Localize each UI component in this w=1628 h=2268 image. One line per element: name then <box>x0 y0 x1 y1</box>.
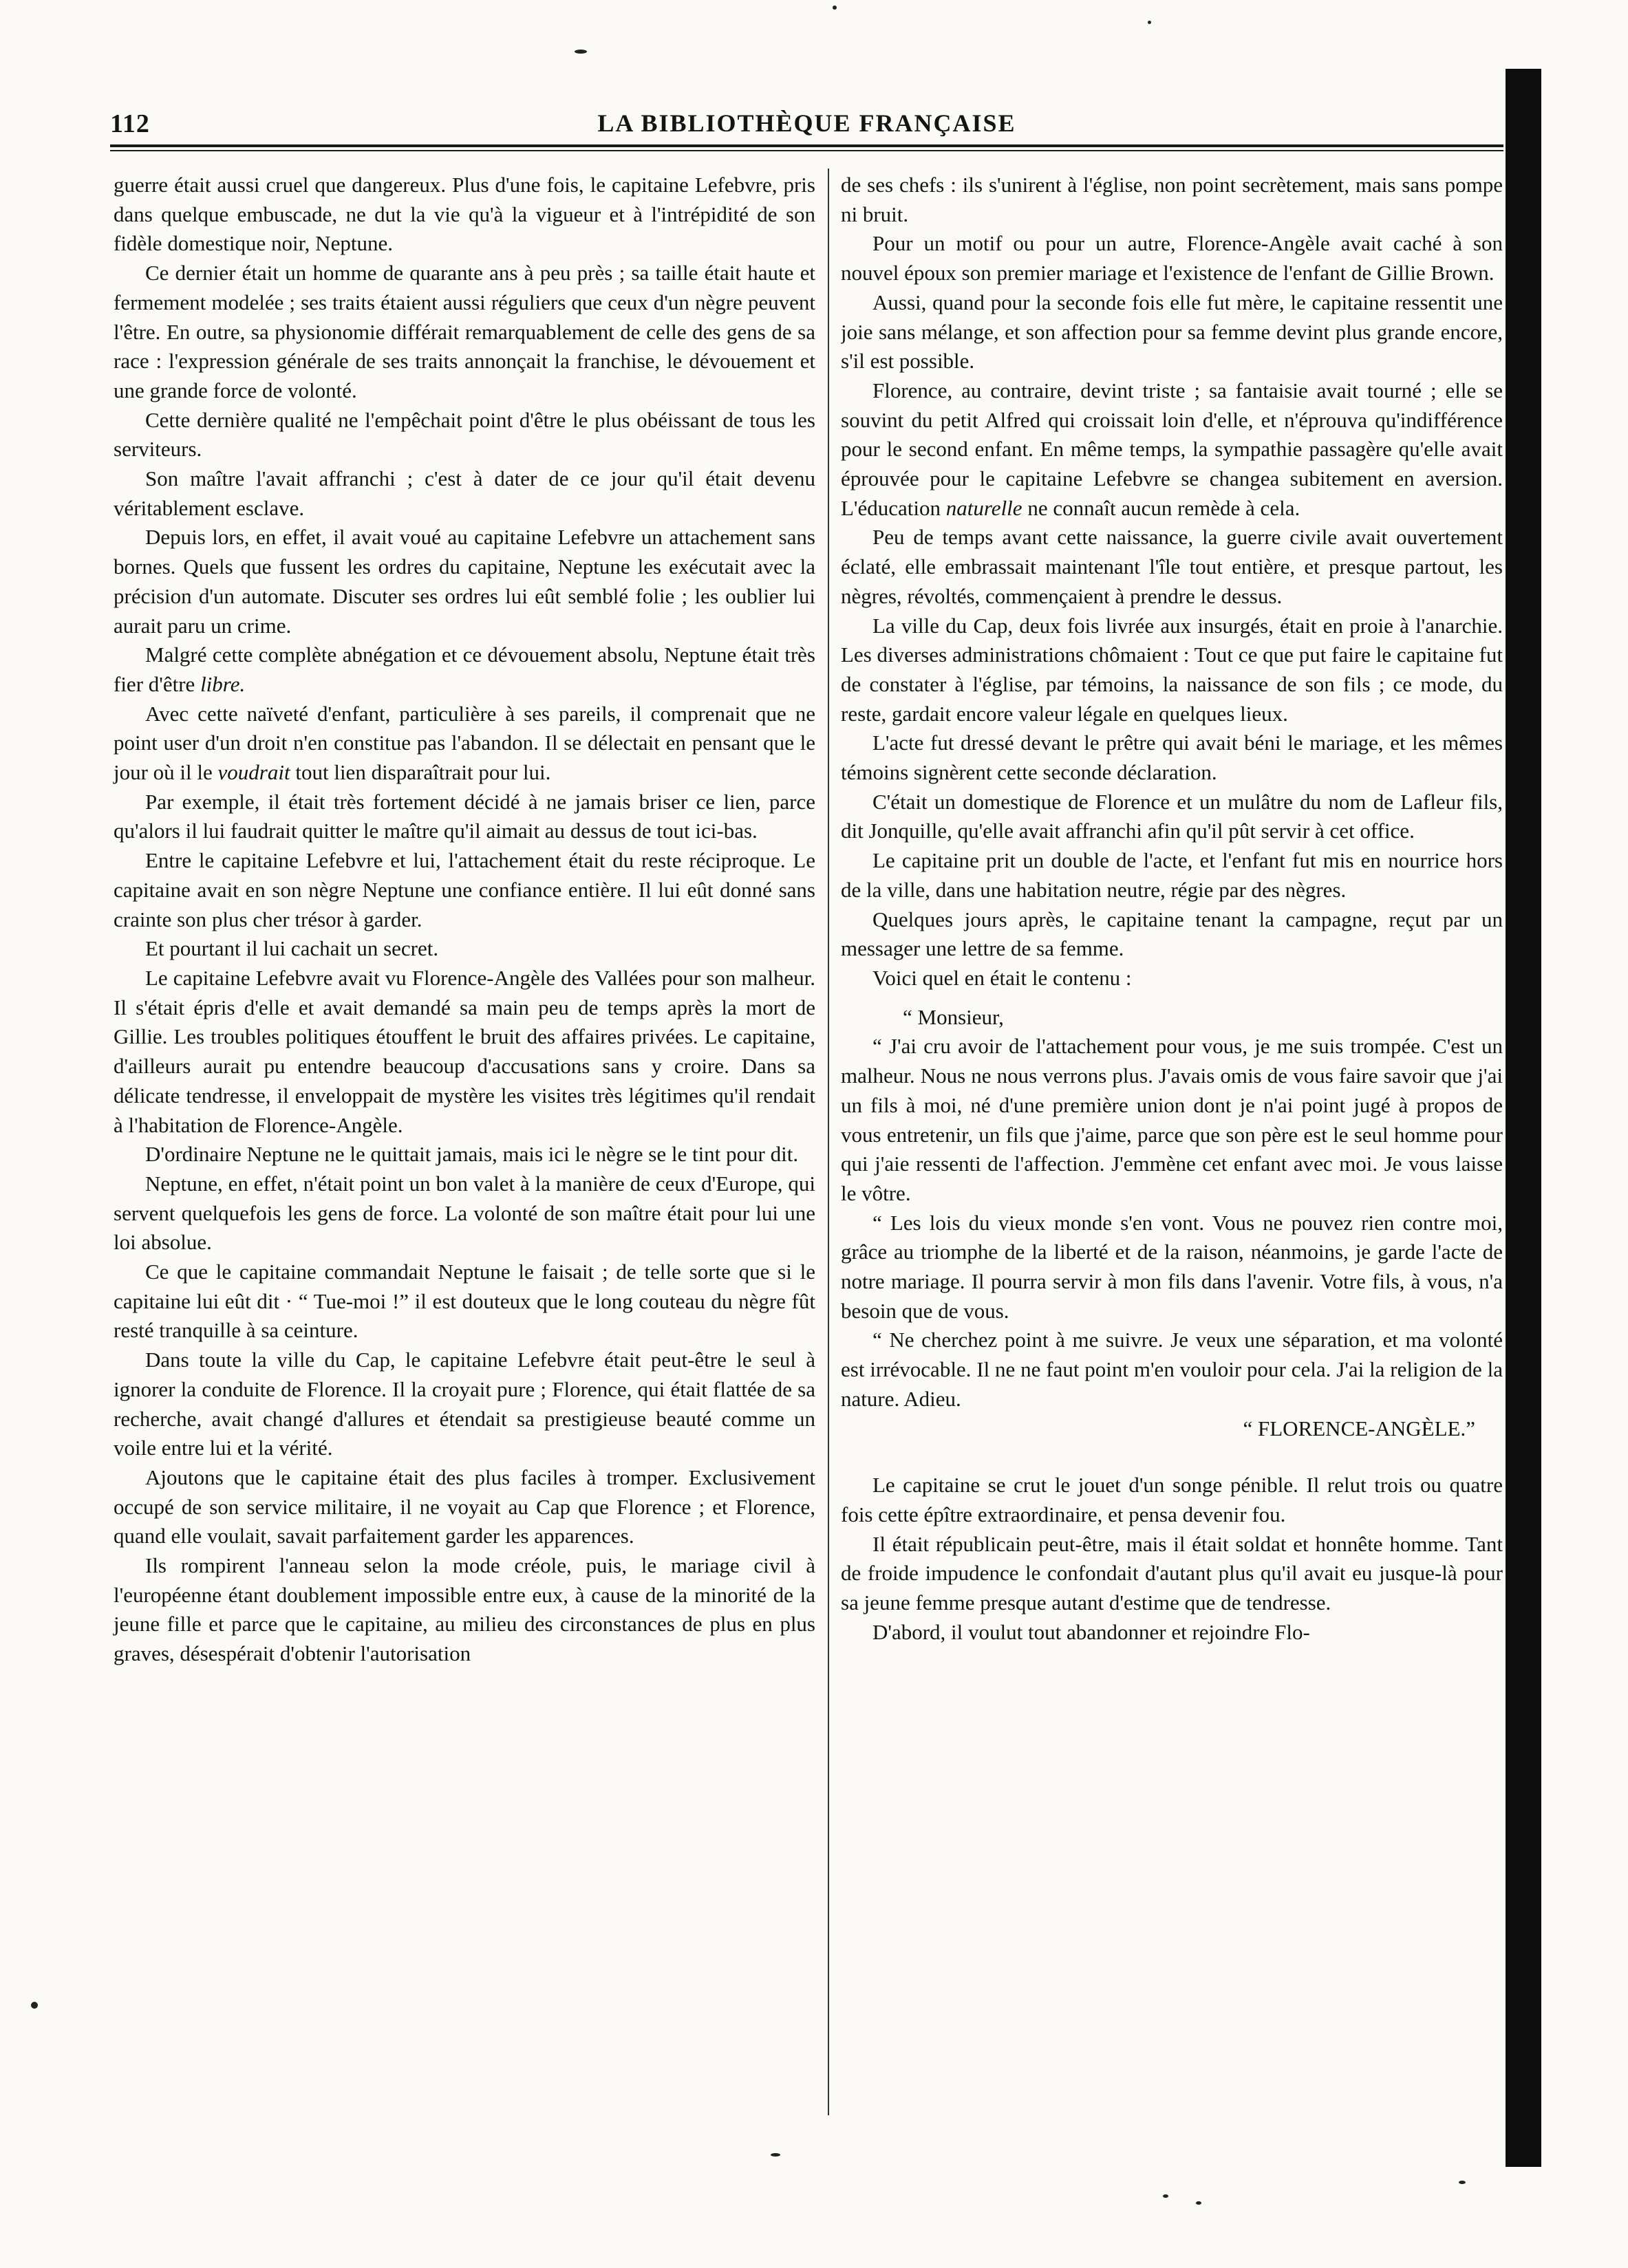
paragraph: Le capitaine prit un double de l'acte, et l'enfant fut mis en nourrice hors de la ville, dans une habitation neutre, régie par des nègres. <box>841 848 1503 902</box>
paragraph: D'ordinaire Neptune ne le quittait jamais, mais ici le nègre se le tint pour dit. <box>145 1142 799 1167</box>
paragraph: Ils rompirent l'anneau selon la mode créole, puis, le mariage civil à l'européenne étant doublement impossible entre eux, à cause de la minorité de la jeune fille et parce que le capitaine, au milieu des circonstances de plus en plus graves, désespérait d'obtenir l'autorisation <box>114 1553 815 1666</box>
paragraph: Et pourtant il lui cachait un secret. <box>145 936 439 961</box>
italic-emphasis: naturelle <box>945 495 1022 520</box>
scan-speck <box>833 6 837 10</box>
paragraph: Cette dernière qualité ne l'empêchait point d'être le plus obéissant de tous les serviteurs. <box>114 407 815 462</box>
right-column <box>841 171 1503 1647</box>
letter-salutation: “ Monsieur, <box>903 1004 1004 1029</box>
header-rule <box>110 144 1503 147</box>
letter-paragraph: “ Ne cherchez point à me suivre. Je veux une séparation, et ma volonté est irrévocable. Il ne ne faut point m'en vouloir pour cela. J'ai la religion de la nature. Adieu. <box>841 1328 1503 1411</box>
paragraph: L'acte fut dressé devant le prêtre qui avait béni le mariage, et les mêmes témoins signèrent cette seconde déclaration. <box>841 731 1503 785</box>
paragraph: Pour un motif ou pour un autre, Florence-Angèle avait caché à son nouvel époux son premier mariage et l'existence de l'enfant de Gillie Brown. <box>841 231 1503 285</box>
paragraph: Quelques jours après, le capitaine tenant la campagne, reçut par un messager une lettre de sa femme. <box>841 907 1503 961</box>
scan-speck <box>1148 21 1151 24</box>
paragraph: Depuis lors, en effet, il avait voué au capitaine Lefebvre un attachement sans bornes. Quels que fussent les ordres du capitaine, Neptune les exécutait avec la précision d'un automate. Discuter ses ordres lui eût semblé folie ; les oublier lui aurait paru un crime. <box>114 525 815 638</box>
paragraph: Son maître l'avait affranchi ; c'est à dater de ce jour qu'il était devenu véritablement esclave. <box>114 466 815 520</box>
column-divider <box>828 169 829 2115</box>
scan-speck <box>1196 2201 1201 2205</box>
paragraph: Avec cette naïveté d'enfant, particulière à ses pareils, il comprenait que ne point user d'un droit n'en constitue pas l'abandon. Il se délectait en pensant que le jour où il le voudrait tout lien disparaîtrait pour lui. <box>114 701 815 785</box>
paragraph: Le capitaine Lefebvre avait vu Florence-Angèle des Vallées pour son malheur. Il s'était épris d'elle et avait demandé sa main peu de temps après la mort de Gillie. Les troubles politiques étouffent le bruit des affaires privées. Le capitaine, d'ailleurs aurait pu entendre beaucoup d'accusations sans y croire. Dans sa délicate tendresse, il enveloppait de mystère les visites très légitimes qu'il rendait à l'habitation de Florence-Angèle. <box>114 965 815 1137</box>
letter-signature: “ FLORENCE-ANGÈLE.” <box>1243 1416 1475 1440</box>
scan-speck <box>575 50 587 54</box>
paragraph: guerre était aussi cruel que dangereux. Plus d'une fois, le capitaine Lefebvre, pris dans quelque embuscade, ne dut la vie qu'à la vigueur et à l'intrépidité de son fidèle domestique noir, Neptune. <box>114 173 815 256</box>
header-rule-thin <box>110 150 1503 151</box>
paragraph: Malgré cette complète abnégation et ce dévouement absolu, Neptune était très fier d'être libre. <box>114 642 815 696</box>
paragraph: Peu de temps avant cette naissance, la guerre civile avait ouvertement éclaté, elle embrassait maintenant l'île tout entière, et presque partout, les nègres, révoltés, commençaient à prendre le dessus. <box>841 525 1503 608</box>
paragraph: Neptune, en effet, n'était point un bon valet à la manière de ceux d'Europe, qui servent quelquefois les gens de force. La volonté de son maître était pour lui une loi absolue. <box>114 1171 815 1255</box>
running-title: LA BIBLIOTHÈQUE FRANÇAISE <box>597 109 1016 137</box>
page-number: 112 <box>110 109 150 138</box>
paragraph: C'était un domestique de Florence et un mulâtre du nom de Lafleur fils, dit Jonquille, qu'elle avait affranchi afin qu'il pût servir à cet office. <box>841 789 1503 843</box>
paragraph: Entre le capitaine Lefebvre et lui, l'attachement était du reste réciproque. Le capitaine avait en son nègre Neptune une confiance entière. Il lui eût donné sans crainte son plus cher trésor à garder. <box>114 848 815 931</box>
paragraph: Aussi, quand pour la seconde fois elle fut mère, le capitaine ressentit une joie sans mélange, et son affection pour sa femme devint plus grande encore, s'il est possible. <box>841 290 1503 374</box>
paragraph: Ajoutons que le capitaine était des plus faciles à tromper. Exclusivement occupé de son service militaire, il ne voyait au Cap que Florence ; et Florence, quand elle voulait, savait parfaitement garder les apparences. <box>114 1465 815 1548</box>
paragraph: Voici quel en était le contenu : <box>872 965 1132 990</box>
scan-speck <box>771 2153 780 2157</box>
page-header <box>110 109 1503 150</box>
letter-paragraph: “ Les lois du vieux monde s'en vont. Vous ne pouvez rien contre moi, grâce au triomphe de la liberté et de la raison, néanmoins, je garde l'acte de notre mariage. Il pourra servir à mon fils dans l'avenir. Votre fils, à vous, n'a besoin que de vous. <box>841 1210 1503 1323</box>
italic-emphasis: voudrait <box>217 760 290 785</box>
paragraph: Par exemple, il était très fortement décidé à ne jamais briser ce lien, parce qu'alors il lui faudrait quitter le maître qu'il aimait au dessus de tout ici-bas. <box>114 789 815 843</box>
paragraph: Le capitaine se crut le jouet d'un songe pénible. Il relut trois ou quatre fois cette épître extraordinaire, et pensa devenir fou. <box>841 1473 1503 1526</box>
scan-speck <box>31 2002 38 2009</box>
left-column <box>114 171 815 1669</box>
paragraph: Ce dernier était un homme de quarante ans à peu près ; sa taille était haute et fermement modelée ; ses traits étaient aussi réguliers que ceux d'un nègre peuvent l'être. En outre, sa physionomie différait remarquablement de celle des gens de sa race : l'expression générale de ses traits annonçait la franchise, le dévouement et une grande force de volonté. <box>114 261 815 402</box>
scan-speck <box>1459 2181 1466 2184</box>
scan-edge-shadow <box>1506 69 1541 2167</box>
letter-paragraph: “ J'ai cru avoir de l'attachement pour vous, je me suis trompée. C'est un malheur. Nous ne nous verrons plus. J'avais omis de vous faire savoir que j'ai un fils à moi, né d'une première union dont je n'ai point jugé à propos de vous entretenir, un fils que j'aime, parce que son père est le seul homme pour qui j'aie ressenti de l'affection. J'emmène cet enfant avec moi. Je vous laisse le vôtre. <box>841 1034 1503 1205</box>
italic-emphasis: libre. <box>200 671 246 696</box>
paragraph: Florence, au contraire, devint triste ; sa fantaisie avait tourné ; elle se souvint du petit Alfred qui croissait loin d'elle, et n'éprouva qu'indifférence pour le second enfant. En même temps, la sympathie passagère qu'elle avait éprouvée pour le capitaine Lefebvre se changea subitement en aversion. L'éducation naturelle ne connaît aucun remède à cela. <box>841 378 1503 520</box>
paragraph: La ville du Cap, deux fois livrée aux insurgés, était en proie à l'anarchie. Les diverses administrations chômaient : Tout ce que put faire le capitaine fut de constater à l'église, par témoins, la naissance de son fils ; ce mode, du reste, gardait encore valeur légale en quelques lieux. <box>841 613 1503 726</box>
scan-speck <box>1163 2194 1168 2198</box>
paragraph: D'abord, il voulut tout abandonner et rejoindre Flo- <box>872 1619 1310 1644</box>
paragraph: Ce que le capitaine commandait Neptune le faisait ; de telle sorte que si le capitaine lui eût dit · “ Tue-moi !” il est douteux que le long couteau du nègre fût resté tranquille à sa ceinture. <box>114 1260 815 1343</box>
paragraph: de ses chefs : ils s'unirent à l'église, non point secrètement, mais sans pompe ni bruit. <box>841 173 1503 226</box>
paragraph: Dans toute la ville du Cap, le capitaine Lefebvre était peut-être le seul à ignorer la conduite de Florence. Il la croyait pure ; Florence, qui était flattée de sa recherche, avait changé d'allures et étendait sa prestigieuse beauté comme un voile entre lui et la vérité. <box>114 1348 815 1460</box>
paragraph: Il était républicain peut-être, mais il était soldat et honnête homme. Tant de froide impudence le confondait d'autant plus qu'il avait eu jusque-là pour sa jeune femme presque autant d'estime que de tendresse. <box>841 1531 1503 1615</box>
